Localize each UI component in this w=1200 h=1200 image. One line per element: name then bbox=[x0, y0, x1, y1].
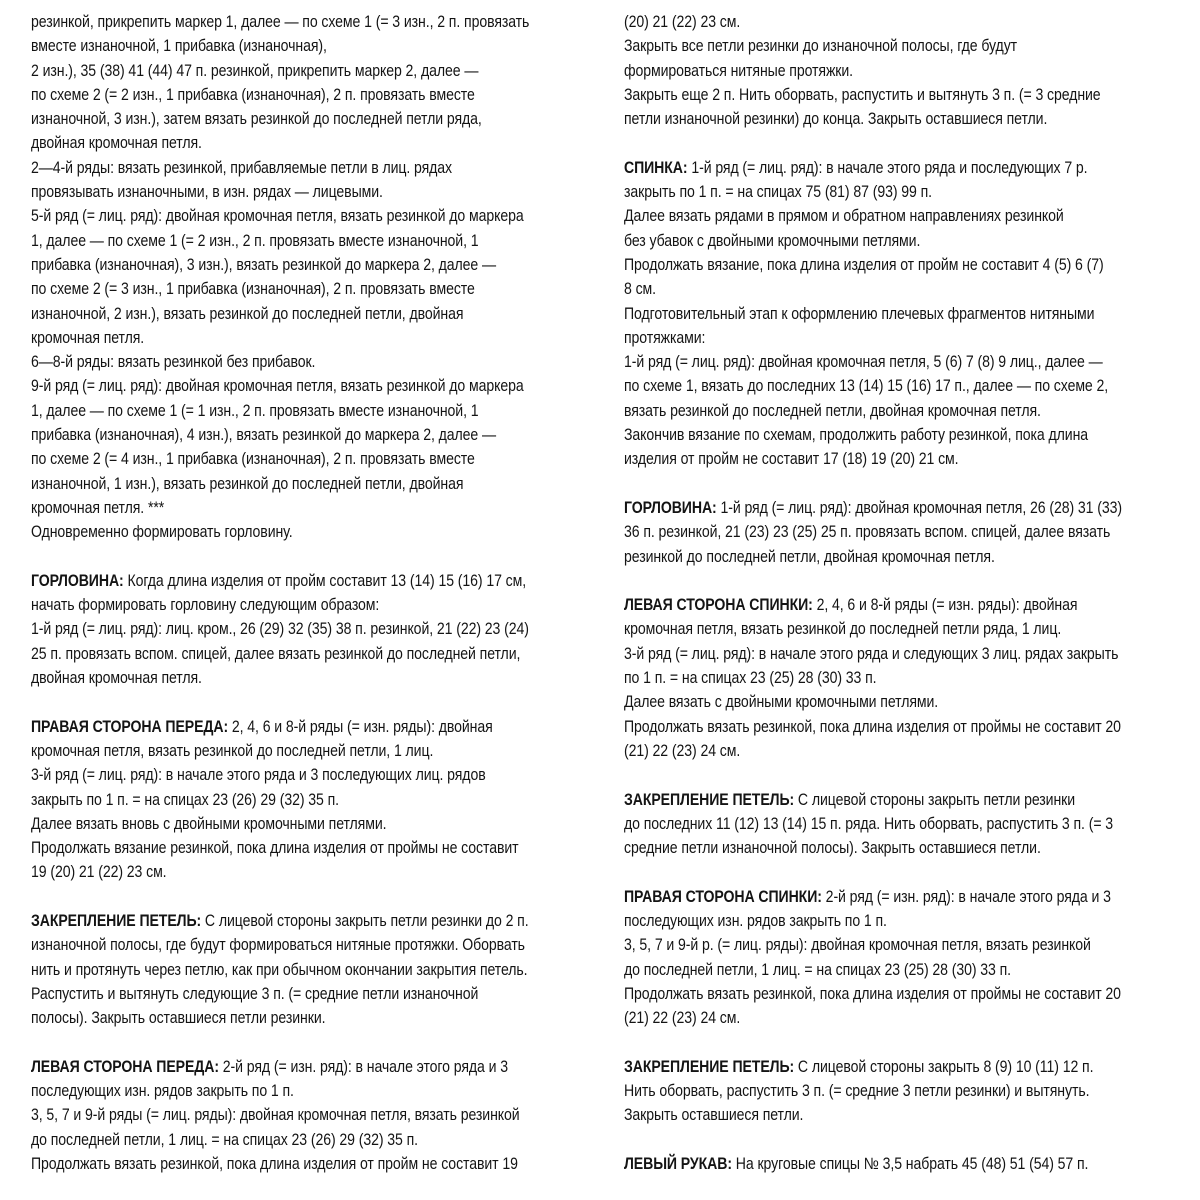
section-heading: ЗАКРЕПЛЕНИЕ ПЕТЕЛЬ: bbox=[31, 911, 202, 930]
text-line: Нить оборвать, распустить 3 п. (= средние 3 петли резинки) и вытянуть. bbox=[624, 1082, 1090, 1101]
text-line: изнаночной, 2 изн.), вязать резинкой до последней петли, двойная bbox=[31, 304, 464, 323]
front-fastening-section bbox=[31, 909, 569, 1030]
text-line: резинкой до последней петли, двойная кромочная петля. bbox=[624, 547, 995, 566]
text-line: 3-й ряд (= лиц. ряд): в начале этого ряда и следующих 3 лиц. рядах закрыть bbox=[624, 644, 1119, 663]
text-line: средние петли изнаночной полосы). Закрыть оставшиеся петли. bbox=[624, 839, 1041, 858]
section-heading: ЛЕВЫЙ РУКАВ: bbox=[624, 1154, 732, 1173]
text-line: по схеме 2 (= 4 изн., 1 прибавка (изнаночная), 2 п. провязать вместе bbox=[31, 450, 475, 469]
section-first-line bbox=[624, 593, 1166, 617]
text-line: 3-й ряд (= лиц. ряд): в начале этого ряда и 3 последующих лиц. рядов bbox=[31, 766, 486, 785]
section-heading: ЛЕВАЯ СТОРОНА СПИНКИ: bbox=[624, 596, 813, 615]
text-line: Подготовительный этап к оформлению плечевых фрагментов нитяными bbox=[624, 304, 1095, 323]
text-run: 1-й ряд (= лиц. ряд): двойная кромочная петля, 26 (28) 31 (33) bbox=[716, 498, 1122, 517]
text-line: 6—8-й ряды: вязать резинкой без прибавок. bbox=[31, 353, 316, 372]
section-first-line bbox=[624, 496, 1166, 520]
section-heading: ЗАКРЕПЛЕНИЕ ПЕТЕЛЬ: bbox=[624, 1057, 795, 1076]
section-heading: ПРАВАЯ СТОРОНА СПИНКИ: bbox=[624, 887, 822, 906]
section-first-line bbox=[31, 715, 569, 739]
text-line: прибавка (изнаночная), 3 изн.), вязать резинкой до маркера 2, далее — bbox=[31, 255, 497, 274]
text-line: 9-й ряд (= лиц. ряд): двойная кромочная петля, вязать резинкой до маркера bbox=[31, 377, 524, 396]
text-line: 2—4-й ряды: вязать резинкой, прибавляемые петли в лиц. рядах bbox=[31, 158, 453, 177]
text-line: изделия от пройм не составит 17 (18) 19 (20) 21 см. bbox=[624, 450, 959, 469]
text-line: по схеме 2 (= 3 изн., 1 прибавка (изнаночная), 2 п. провязать вместе bbox=[31, 280, 475, 299]
text-line: Продолжать вязание, пока длина изделия от пройм не составит 4 (5) 6 (7) bbox=[624, 255, 1104, 274]
text-line: (21) 22 (23) 24 см. bbox=[624, 1009, 741, 1028]
text-line: до последних 11 (12) 13 (14) 15 п. ряда. Нить оборвать, распустить 3 п. (= 3 bbox=[624, 814, 1114, 833]
text-line: 3, 5, 7 и 9-й р. (= лиц. ряды): двойная кромочная петля, вязать резинкой bbox=[624, 936, 1091, 955]
text-run: 2-й ряд (= изн. ряд): в начале этого ряда и 3 bbox=[821, 887, 1111, 906]
section-first-line bbox=[624, 885, 1166, 909]
left-column bbox=[31, 10, 569, 1176]
text-line: Продолжать вязать резинкой, пока длина изделия от проймы не составит 20 bbox=[624, 717, 1121, 736]
text-line: провязывать изнаночными, в изн. рядах — лицевыми. bbox=[31, 183, 383, 202]
text-line: Закрыть оставшиеся петли. bbox=[624, 1106, 804, 1125]
right-back-section bbox=[624, 885, 1166, 1031]
text-line: кромочная петля, вязать резинкой до последней петли, 1 лиц. bbox=[31, 741, 434, 760]
text-line: без убавок с двойными кромочными петлями. bbox=[624, 231, 921, 250]
text-run: С лицевой стороны закрыть 8 (9) 10 (11) 12 п. bbox=[794, 1057, 1094, 1076]
text-line: двойная кромочная петля. bbox=[31, 669, 202, 688]
text-run: Когда длина изделия от пройм составит 13 (14) 15 (16) 17 см, bbox=[123, 571, 527, 590]
section-first-line bbox=[624, 1055, 1166, 1079]
back-section bbox=[624, 156, 1166, 472]
section-first-line bbox=[624, 156, 1166, 180]
text-line: 1-й ряд (= лиц. ряд): двойная кромочная петля, 5 (6) 7 (8) 9 лиц., далее — bbox=[624, 353, 1103, 372]
right-front-section bbox=[31, 715, 569, 885]
right-column bbox=[624, 10, 1166, 1176]
text-line: Продолжать вязать резинкой, пока длина изделия от пройм не составит 19 bbox=[31, 1154, 518, 1173]
continuation-paragraph bbox=[624, 10, 1166, 131]
text-run: 2-й ряд (= изн. ряд): в начале этого ряда и 3 bbox=[218, 1057, 508, 1076]
text-line: вязать резинкой до последней петли, двойная кромочная петля. bbox=[624, 401, 1041, 420]
text-line: 1, далее — по схеме 1 (= 1 изн., 2 п. провязать вместе изнаночной, 1 bbox=[31, 401, 479, 420]
left-back-fastening-section bbox=[624, 788, 1166, 861]
text-line: до последней петли, 1 лиц. = на спицах 23 (25) 28 (30) 33 п. bbox=[624, 960, 1012, 979]
text-run: С лицевой стороны закрыть петли резинки до 2 п. bbox=[201, 911, 529, 930]
text-line: нить и протянуть через петлю, как при обычном окончании закрытия петель. bbox=[31, 960, 528, 979]
text-line: 19 (20) 21 (22) 23 см. bbox=[31, 863, 167, 882]
section-heading: ПРАВАЯ СТОРОНА ПЕРЕДА: bbox=[31, 717, 229, 736]
text-line: Далее вязать с двойными кромочными петлями. bbox=[624, 693, 939, 712]
text-line: формироваться нитяные протяжки. bbox=[624, 61, 854, 80]
text-line: Закрыть все петли резинки до изнаночной полосы, где будут bbox=[624, 37, 1018, 56]
text-line: закрыть по 1 п. = на спицах 23 (26) 29 (32) 35 п. bbox=[31, 790, 339, 809]
text-line: резинкой, прикрепить маркер 1, далее — по схеме 1 (= 3 изн., 2 п. провязать bbox=[31, 13, 530, 31]
front-neck-section bbox=[31, 569, 569, 690]
text-line: кромочная петля, вязать резинкой до последней петли ряда, 1 лиц. bbox=[624, 620, 1062, 639]
text-line: последующих изн. рядов закрыть по 1 п. bbox=[31, 1082, 294, 1101]
text-line: по схеме 2 (= 2 изн., 1 прибавка (изнаночная), 2 п. провязать вместе bbox=[31, 85, 475, 104]
text-line: вместе изнаночной, 1 прибавка (изнаночная), bbox=[31, 37, 327, 56]
text-line: изнаночной, 1 изн.), вязать резинкой до последней петли, двойная bbox=[31, 474, 464, 493]
text-line: закрыть по 1 п. = на спицах 75 (81) 87 (93) 99 п. bbox=[624, 183, 932, 202]
section-heading: ГОРЛОВИНА: bbox=[624, 498, 717, 517]
text-line: (21) 22 (23) 24 см. bbox=[624, 741, 741, 760]
text-line: изнаночной, 3 изн.), затем вязать резинкой до последней петли ряда, bbox=[31, 110, 482, 129]
text-line: Закрыть еще 2 п. Нить оборвать, распустить и вытянуть 3 п. (= 3 средние bbox=[624, 85, 1101, 104]
text-run: На круговые спицы № 3,5 набрать 45 (48) 51 (54) 57 п. bbox=[731, 1154, 1089, 1173]
text-line: последующих изн. рядов закрыть по 1 п. bbox=[624, 911, 887, 930]
left-back-section bbox=[624, 593, 1166, 763]
section-first-line bbox=[31, 909, 569, 933]
right-back-fastening-section bbox=[624, 1055, 1166, 1128]
section-heading: ГОРЛОВИНА: bbox=[31, 571, 124, 590]
text-line: 25 п. провязать вспом. спицей, далее вязать резинкой до последней петли, bbox=[31, 644, 521, 663]
text-line: прибавка (изнаночная), 4 изн.), вязать резинкой до маркера 2, далее — bbox=[31, 426, 497, 445]
text-run: 2, 4, 6 и 8-й ряды (= изн. ряды): двойная bbox=[228, 717, 493, 736]
section-first-line bbox=[624, 788, 1166, 812]
section-first-line bbox=[31, 1055, 569, 1079]
left-front-section bbox=[31, 1055, 569, 1176]
text-line: 8 см. bbox=[624, 280, 656, 299]
text-line: кромочная петля. *** bbox=[31, 498, 165, 517]
text-line: 2 изн.), 35 (38) 41 (44) 47 п. резинкой, прикрепить маркер 2, далее — bbox=[31, 61, 479, 80]
text-run: 1-й ряд (= лиц. ряд): в начале этого ряда и последующих 7 р. bbox=[687, 158, 1088, 177]
section-heading: СПИНКА: bbox=[624, 158, 688, 177]
text-line: Продолжать вязание резинкой, пока длина изделия от проймы не составит bbox=[31, 839, 519, 858]
text-line: по схеме 1, вязать до последних 13 (14) 15 (16) 17 п., далее — по схеме 2, bbox=[624, 377, 1109, 396]
text-line: полосы). Закрыть оставшиеся петли резинки. bbox=[31, 1009, 326, 1028]
back-neck-section bbox=[624, 496, 1166, 569]
text-line: начать формировать горловину следующим образом: bbox=[31, 596, 380, 615]
section-first-line bbox=[624, 1152, 1166, 1176]
text-line: протяжками: bbox=[624, 328, 706, 347]
text-line: 5-й ряд (= лиц. ряд): двойная кромочная петля, вязать резинкой до маркера bbox=[31, 207, 524, 226]
left-sleeve-section bbox=[624, 1152, 1166, 1176]
text-line: Продолжать вязать резинкой, пока длина изделия от проймы не составит 20 bbox=[624, 984, 1121, 1003]
section-first-line bbox=[31, 569, 569, 593]
text-line: до последней петли, 1 лиц. = на спицах 23 (26) 29 (32) 35 п. bbox=[31, 1130, 419, 1149]
text-run: С лицевой стороны закрыть петли резинки bbox=[794, 790, 1076, 809]
text-line: Далее вязать рядами в прямом и обратном направлениях резинкой bbox=[624, 207, 1064, 226]
text-line: 3, 5, 7 и 9-й ряды (= лиц. ряды): двойная кромочная петля, вязать резинкой bbox=[31, 1106, 520, 1125]
section-heading: ЛЕВАЯ СТОРОНА ПЕРЕДА: bbox=[31, 1057, 219, 1076]
text-line: Далее вязать вновь с двойными кромочными петлями. bbox=[31, 814, 387, 833]
text-line: 1, далее — по схеме 1 (= 2 изн., 2 п. провязать вместе изнаночной, 1 bbox=[31, 231, 479, 250]
text-line: (20) 21 (22) 23 см. bbox=[624, 13, 741, 31]
text-line: петли изнаночной резинки) до конца. Закрыть оставшиеся петли. bbox=[624, 110, 1048, 129]
text-line: Распустить и вытянуть следующие 3 п. (= средние петли изнаночной bbox=[31, 984, 479, 1003]
text-line: по 1 п. = на спицах 23 (25) 28 (30) 33 п. bbox=[624, 669, 877, 688]
text-line: кромочная петля. bbox=[31, 328, 145, 347]
text-line: изнаночной полосы, где будут формироваться нитяные протяжки. Оборвать bbox=[31, 936, 525, 955]
text-run: 2, 4, 6 и 8-й ряды (= изн. ряды): двойная bbox=[812, 596, 1078, 615]
intro-paragraph bbox=[31, 10, 569, 545]
text-line: Одновременно формировать горловину. bbox=[31, 523, 293, 542]
text-line: двойная кромочная петля. bbox=[31, 134, 202, 153]
section-heading: ЗАКРЕПЛЕНИЕ ПЕТЕЛЬ: bbox=[624, 790, 795, 809]
text-line: 36 п. резинкой, 21 (23) 23 (25) 25 п. провязать вспом. спицей, далее вязать bbox=[624, 523, 1111, 542]
text-line: Закончив вязание по схемам, продолжить работу резинкой, пока длина bbox=[624, 426, 1089, 445]
text-line: 1-й ряд (= лиц. ряд): лиц. кром., 26 (29) 32 (35) 38 п. резинкой, 21 (22) 23 (24) bbox=[31, 620, 529, 639]
